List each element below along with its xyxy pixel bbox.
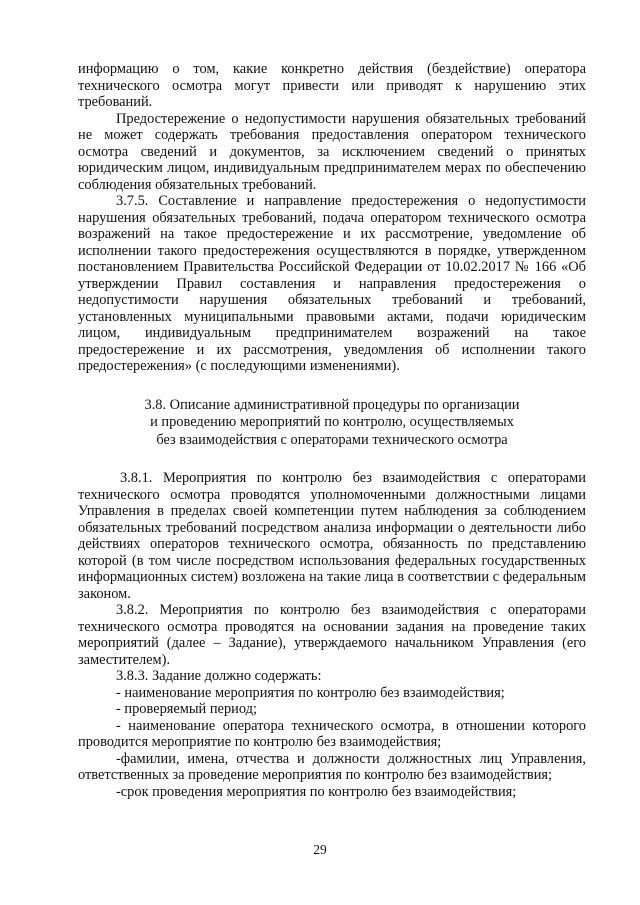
list-item-duration: -срок проведения мероприятия по контролю без взаимодействия; xyxy=(116,783,517,800)
paragraph-warning-content: Предостережение о недопустимости нарушения обязательных требований не может содержать требования предоставления оператором технического осмотра сведений и документов, за исключением сведений о принятых юридическим лицом, индивидуальным предпринимателем мерах по обеспечению соблюдения обязательных требований. xyxy=(78,110,586,193)
section-heading-3-8 xyxy=(78,397,586,450)
paragraph-3-8-1: 3.8.1. Мероприятия по контролю без взаимодействия с операторами технического осмотра проводятся уполномоченными должностными лицами Управления в пределах своей компетенции путем наблюдения за соблюдением обязательных требований посредством анализа информации о деятельности либо действиях операторов технического осмотра, обязанность по представлению которой (в том числе посредством использования федеральных государственных информационных систем) возложена на такие лица в соответствии с федеральным законом. xyxy=(78,470,586,602)
list-item-measure-name: - наименование мероприятия по контролю без взаимодействия; xyxy=(116,684,505,701)
heading-line-1: 3.8. Описание административной процедуры по организации xyxy=(144,396,520,413)
list-item-period: - проверяемый период; xyxy=(116,701,257,717)
paragraph-continuation: информацию о том, какие конкретно действия (бездействие) оператора технического осмотра могут привести или приводят к нарушению этих требований. xyxy=(78,61,586,110)
list-item-operator-name: - наименование оператора технического осмотра, в отношении которого проводится мероприятие по контролю без взаимодействия; xyxy=(78,717,586,750)
paragraph-3-7-5: 3.7.5. Составление и направление предостережения о недопустимости нарушения обязательных требований, подача оператором технического осмотра возражений на такое предостережение и их рассмотрение, уведомление об исполнении такого предостережения осуществляются в порядке, утвержденном постановлением Правительства Российской Федерации от 10.02.2017 № 166 «Об утверждении Правил составления и направления предостережения о недопустимости нарушения обязательных требований и требований, установленных муниципальными правовыми актами, подачи юридическим лицом, индивидуальным предпринимателем возражений на такое предостережение и их рассмотрения, уведомления об исполнении такого предостережения» (с последующими изменениями). xyxy=(78,193,586,374)
list-item-responsible-officials: -фамилии, имена, отчества и должности должностных лиц Управления, ответственных за проведение мероприятия по контролю без взаимодействия; xyxy=(78,750,586,783)
paragraph-3-8-3: 3.8.3. Задание должно содержать: xyxy=(116,668,322,684)
heading-line-3: без взаимодействия с операторами технического осмотра xyxy=(156,431,508,448)
page-body xyxy=(78,61,586,800)
page-number: 29 xyxy=(313,842,327,857)
heading-line-2: и проведению мероприятий по контролю, осуществляемых xyxy=(150,414,514,430)
paragraph-3-8-2: 3.8.2. Мероприятия по контролю без взаимодействия с операторами технического осмотра проводятся на основании задания на проведение таких мероприятий (далее – Задание), утверждаемого начальником Управления (его заместителем). xyxy=(78,602,586,668)
